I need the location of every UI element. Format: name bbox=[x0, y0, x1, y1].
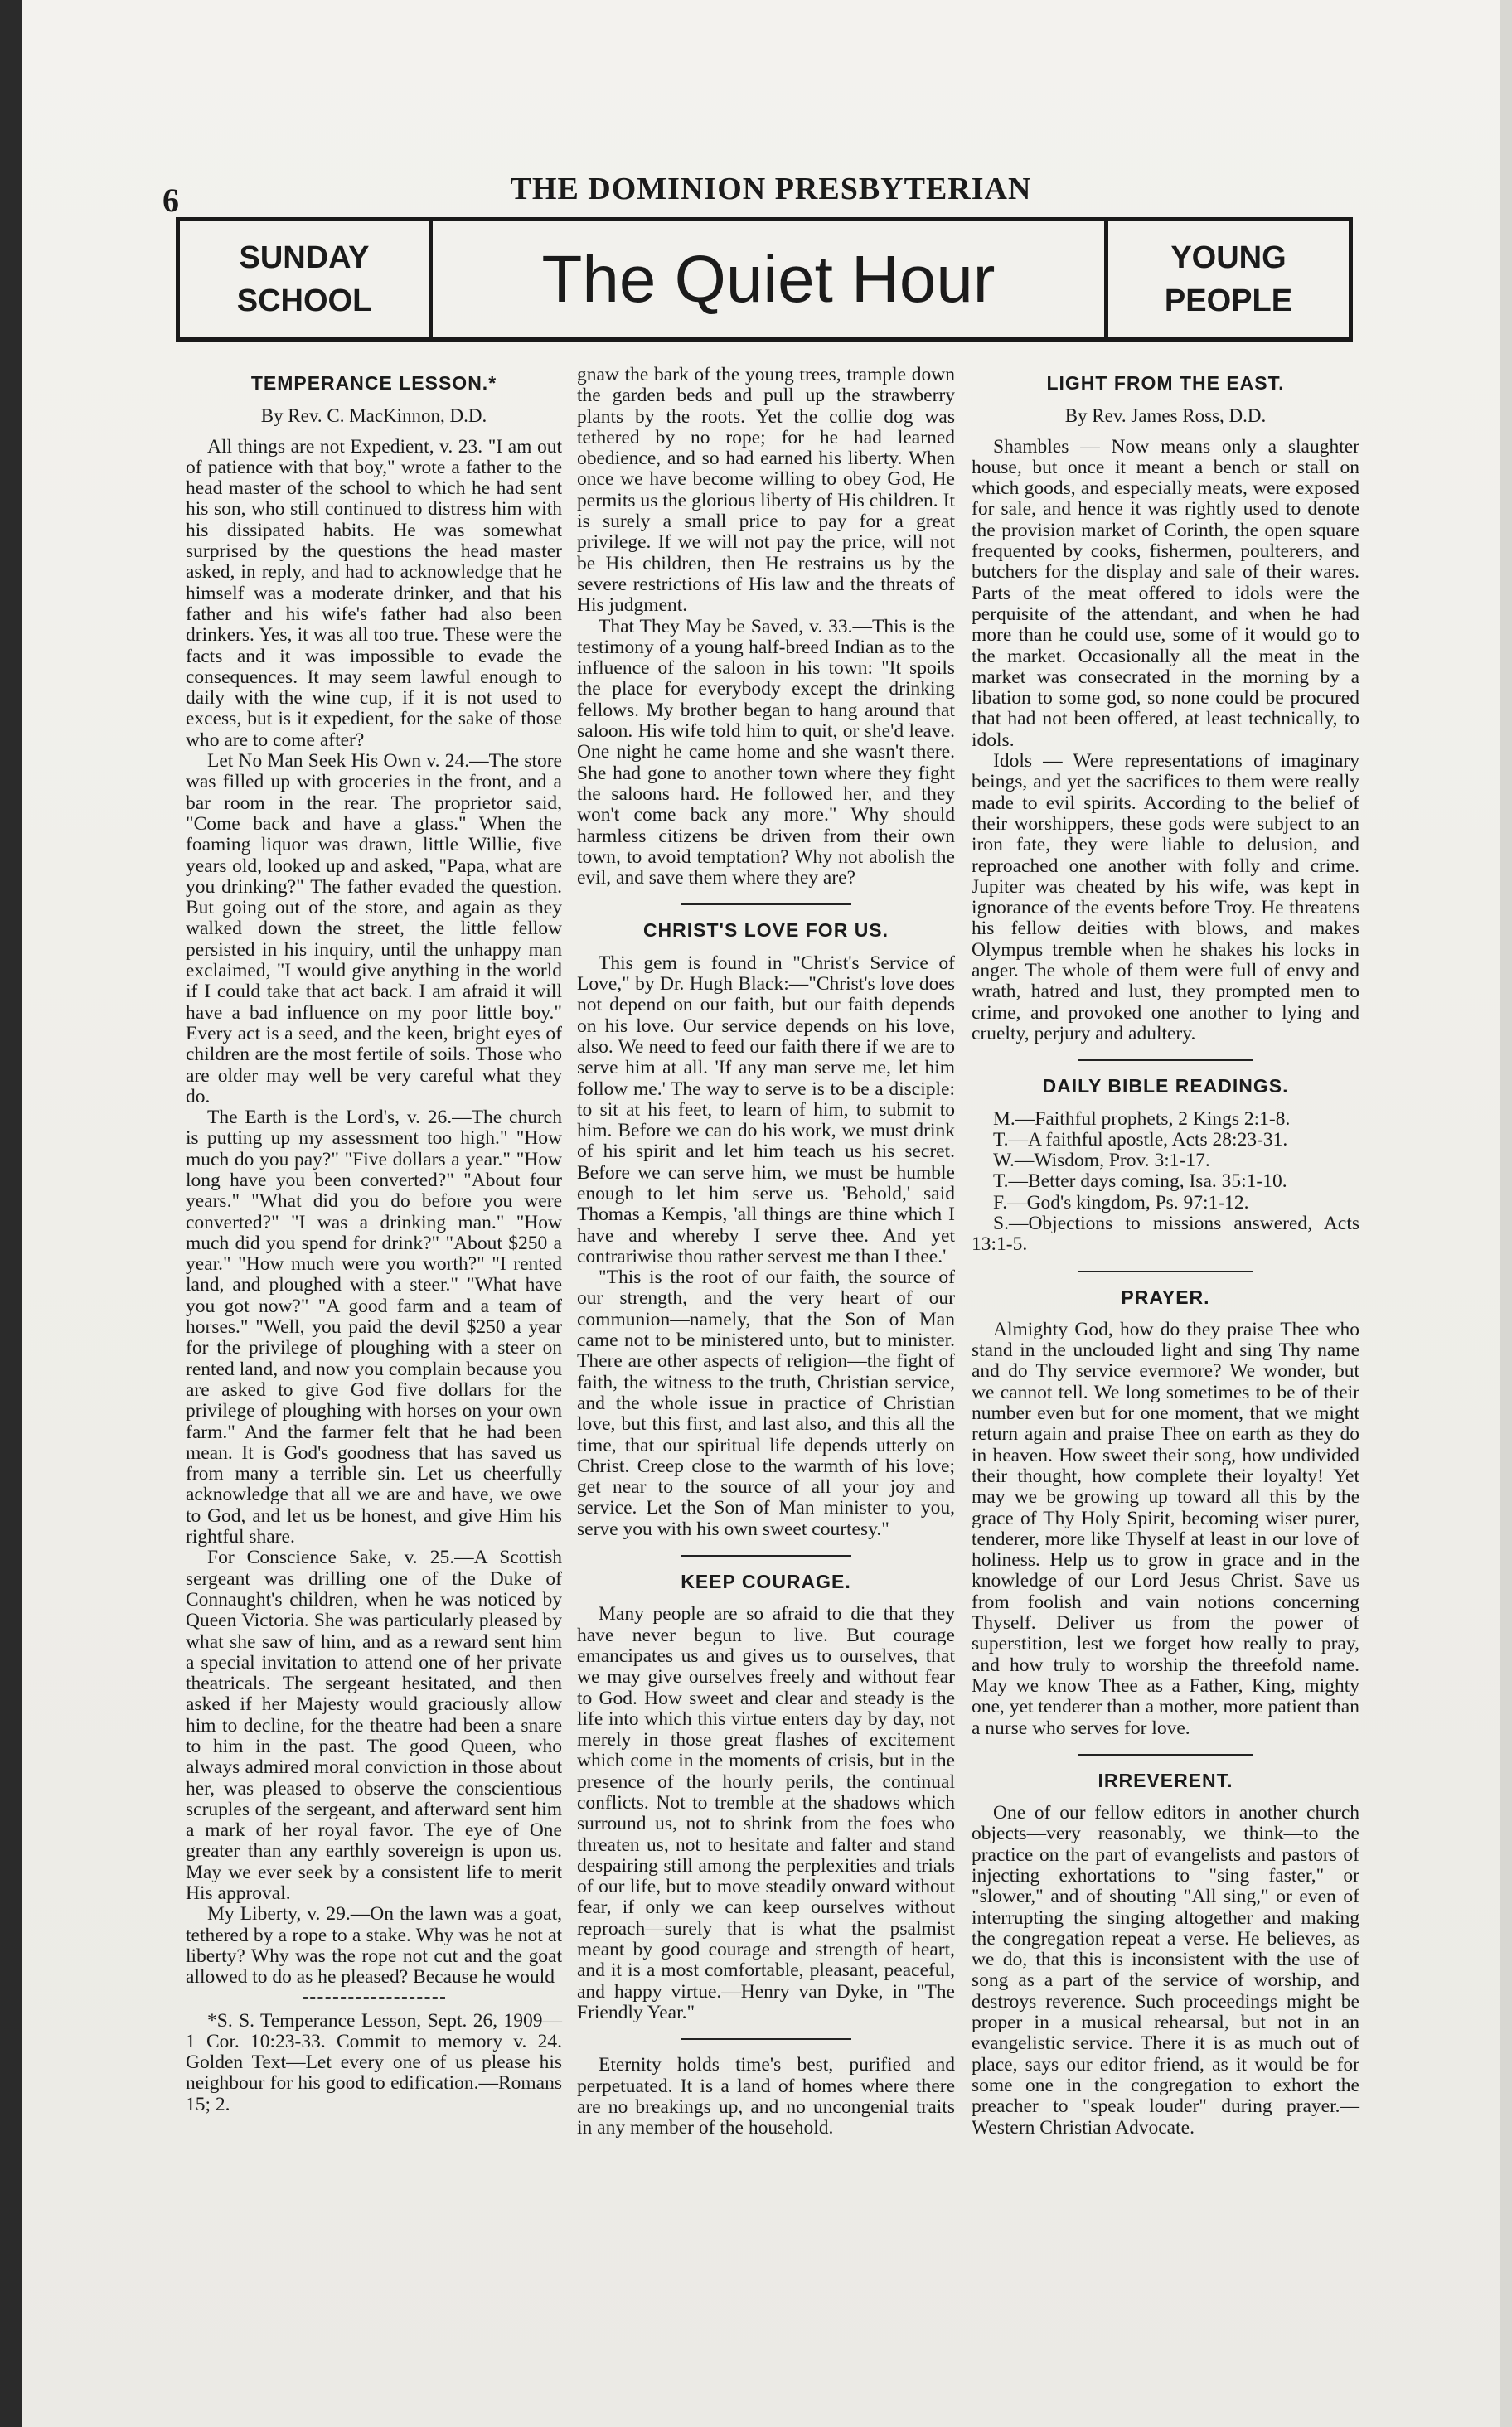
readings-list bbox=[972, 1109, 1359, 1256]
scan-edge-right bbox=[1500, 0, 1512, 2427]
reading-item: T.—Better days coming, Isa. 35:1-10. bbox=[993, 1170, 1287, 1193]
article-heading-christs-love: CHRIST'S LOVE FOR US. bbox=[642, 919, 889, 942]
column-3 bbox=[972, 365, 1359, 2139]
paragraph: gnaw the bark of the young trees, trample down the garden beds and pull up the strawberry plants by the roots. Yet the collie dog was tethered by no rope; for he had learned obedience, and so had earned his liberty. When once we have become willing to obey God, He permits us the glorious liberty of His children. It is surely a small price to pay for a great privilege. If we will not pay the price, will not be His children, then He restrains us by the severe restrictions of His law and the threats of His judgment. bbox=[577, 364, 955, 617]
section-divider bbox=[1078, 1754, 1253, 1756]
reading-item: W.—Wisdom, Prov. 3:1-17. bbox=[993, 1150, 1210, 1172]
paragraph: Many people are so afraid to die that they have never begun to live. But courage emancipates us and gives us to ourselves, that we may give ourselves freely and without fear to God. How sweet and clear and steady is the life into which this virtue enters day by day, not merely in those great flashes of excitement which come in the moments of crisis, but in the presence of the hourly perils, the continual conflicts. Not to tremble at the shadows which surround us, not to shrink from the foes who threaten us, not to hesitate and falter and stand despairing still among the perplexities and trials of our life, but to move steadily onward without fear, if only we can keep ourselves without reproach—surely that is what the psalmist meant by good courage and strength of heart, and it is a most comfortable, pleasant, peaceful, and happy virtue.—Henry van Dyke, in "The Friendly Year." bbox=[577, 1603, 955, 2023]
paragraph: Eternity holds time's best, purified and perpetuated. It is a land of homes where there are no breakings up, and no uncongenial traits in any member of the household. bbox=[577, 2054, 955, 2139]
section-divider bbox=[1078, 1271, 1253, 1272]
masthead-title: The Quiet Hour bbox=[541, 242, 996, 316]
reading-item: T.—A faithful apostle, Acts 28:23-31. bbox=[993, 1128, 1288, 1151]
paragraph: "This is the root of our faith, the source of our strength, and the very heart of our communion—namely, that the Son of Man came not to be ministered unto, but to minister. There are other aspects of religion—the fight of faith, the witness to the truth, Christian service, and the whole issue in practice of Christian love, but this first, and last also, and this all the time, that our spiritual life depends utterly on Christ. Creep close to the warmth of his love; get near to the source of all your joy and service. Let the Son of Man minister to you, serve you with his own sweet courtesy." bbox=[577, 1267, 955, 1540]
paragraph: Let No Man Seek His Own v. 24.—The store was filled up with groceries in the front, and a bar room in the rear. The proprietor said, "Come back and have a glass." When the foaming liquor was drawn, little Willie, five years old, looked up and asked, "Papa, what are you drinking?" The father evaded the question. But going out of the store, and again as they walked down the street, the little fellow persisted in his inquiry, until the unhappy man exclaimed, "I would give anything in the world if I could take that act back. I am afraid it will have a bad influence on my poor little boy." Every act is a seed, and the keen, bright eyes of children are the most fertile of soils. Those who are older may well be very careful what they do. bbox=[186, 750, 562, 1107]
footnote: *S. S. Temperance Lesson, Sept. 26, 1909—1 Cor. 10:23-33. Commit to memory v. 24. Golden Text—Let every one of us please his neighbour for his good to edification.—Romans 15; 2. bbox=[186, 2009, 562, 2115]
masthead-left-line2: SCHOOL bbox=[236, 283, 372, 318]
paragraph: All things are not Expedient, v. 23. "I am out of patience with that boy," wrote a father to the head master of the school to which he had sent his son, who still continued to distress him with his dissipated habits. He was somewhat surprised by the questions the head master asked, in reply, and had to acknowledge that he himself was a moderate drinker, and that his father and his wife's father had also been drinkers. Yes, it was all too true. These were the facts and it was impossible to evade the consequences. It may seem lawful enough to daily with the wine cup, if it is not used to excess, but is it expedient, for the sake of those who are to come after? bbox=[186, 435, 562, 751]
paragraph: One of our fellow editors in another church objects—very reasonably, we think—to the practice on the part of evangelists and pastors of injecting exhortations to "sing faster," or "slower," and of shouting "All sing," or even of interrupting the singing altogether and making the congregation repeat a verse. He believes, as we do, that this is inconsistent with the use of song as a part of the service of worship, and destroys reverence. Such proceedings might be proper in a musical rehearsal, but not in an evangelistic service. There it is as much out of place, says our editor friend, as it would be for some one in the congregation to exhort the preacher to "speak louder" during prayer.—Western Christian Advocate. bbox=[972, 1802, 1359, 2139]
footnote-divider bbox=[303, 1997, 446, 1999]
article-heading-temperance: TEMPERANCE LESSON.* bbox=[250, 372, 497, 394]
article-heading-daily-readings: DAILY BIBLE READINGS. bbox=[1042, 1075, 1289, 1097]
paragraph: Idols — Were representations of imaginary beings, and yet the sacrifices to them were really made to evil spirits. According to the belief of their worshippers, these gods were subject to an iron fate, they were liable to delusion, and reproached one another with folly and crime. Jupiter was cheated by his wife, was kept in ignorance of the events before Troy. He threatens his fellow deities with blows, and makes Olympus tremble when he shakes his locks in anger. The whole of them were full of envy and wrath, hatred and lust, they prompted men to crime, and provoked one another to lying and cruelty, perjury and adultery. bbox=[972, 750, 1359, 1044]
page-number: 6 bbox=[162, 182, 179, 219]
byline-mackinnon: By Rev. C. MacKinnon, D.D. bbox=[260, 405, 487, 427]
reading-item: M.—Faithful prophets, 2 Kings 2:1-8. bbox=[993, 1107, 1291, 1130]
reading-item: S.—Objections to missions answered, Acts 13:1-5. bbox=[972, 1212, 1359, 1256]
paragraph: My Liberty, v. 29.—On the lawn was a goat, tethered by a rope to a stake. Why was he not at liberty? Why was the rope not cut and the goat allowed to do as he pleased? Because he would bbox=[186, 1903, 562, 1989]
running-head: THE DOMINION PRESBYTERIAN bbox=[510, 172, 1032, 206]
paragraph: Almighty God, how do they praise Thee who stand in the unclouded light and sing Thy name and do Thy service evermore? We wonder, but we cannot tell. We long sometimes to be of their number even but for one moment, that we might return again and praise Thee on earth as they do in heaven. How sweet their song, how undivided their thought, how complete their loyalty! Yet may we be growing up toward all this by the grace of Thy Holy Spirit, becoming wiser purer, tenderer, more like Thyself at least in our love of holiness. Help us to grow in grace and in the knowledge of our Lord Jesus Christ. Save us from foolish and vain notions concerning Thyself. Deliver us from the power of superstition, lest we forget how really to pray, and how truly to worship the threefold name. May we know Thee as a Father, King, mighty one, yet tenderer than a mother, more patient than a nurse who serves for love. bbox=[972, 1318, 1359, 1739]
paragraph: For Conscience Sake, v. 25.—A Scottish sergeant was drilling one of the Duke of Connaught's children, when he was noticed by Queen Victoria. She was particularly pleased by what she saw of him, and as a reward sent him a special invitation to attend one of her private theatricals. The sergeant hesitated, and then asked if her Majesty would graciously allow him to decline, for the theatre had been a snare to him in the past. The good Queen, who always admired moral conviction in those about her, was pleased to observe the conscientious scruples of the sergeant, and afterward sent him a mark of her royal favor. The eye of One greater than any earthly sovereign is upon us. May we ever seek by a consistent life to merit His approval. bbox=[186, 1547, 562, 1905]
article-heading-light-from-east: LIGHT FROM THE EAST. bbox=[1046, 372, 1285, 394]
paragraph: This gem is found in "Christ's Service of Love," by Dr. Hugh Black:—"Christ's love does not depend on our faith, but our faith depends on his love. Our service depends on his love, also. We need to feed our faith there if we are to serve him at all. 'If any man serve me, let him follow me.' The way to serve is to be a disciple: to sit at his feet, to learn of him, to submit to him. Before we can do his work, we must drink of his spirit and let him teach us his secret. Before we can serve him, we must be humble enough to let him serve us. 'Behold,' said Thomas a Kempis, 'all things are thine which I have and whereby I serve thee. And yet contrariwise thou rather servest me than I thee.' bbox=[577, 952, 955, 1267]
masthead-left-line1: SUNDAY bbox=[239, 240, 370, 275]
paragraph: That They May be Saved, v. 33.—This is the testimony of a young half-breed Indian as to the influence of the saloon in his town: "It spoils the place for everybody except the drinking fellows. My brother began to hang around that saloon. His wife told him to quit, or she'd leave. One night he came home and she wasn't there. She had gone to another town where they fight the saloons hard. He followed her, and they won't come back any more." Why should harmless citizens be driven from their own town, to avoid temptation? Why not abolish the evil, and save them where they are? bbox=[577, 615, 955, 889]
column-1 bbox=[186, 365, 562, 2115]
section-divider bbox=[681, 903, 850, 905]
reading-item: F.—God's kingdom, Ps. 97:1-12. bbox=[993, 1191, 1249, 1214]
masthead-left-box bbox=[180, 221, 433, 337]
paragraph: Shambles — Now means only a slaughter house, but once it meant a bench or stall on which goods, and especially meats, were exposed for sale, and hence it was rightly used to denote the provision market of Corinth, the open square frequented by cooks, fishermen, poulterers, and butchers for the display and sale of their wares. Parts of the meat offered to idols were the perquisite of the attendant, and when he had more than he could use, some of it would go to the market. Occasionally all the meat in the market was consecrated in the morning by a libation to some god, so none could be procured that had not been offered, at least technically, to idols. bbox=[972, 435, 1359, 751]
column-2 bbox=[577, 365, 955, 2139]
section-divider bbox=[681, 1555, 850, 1557]
masthead-right-line1: YOUNG bbox=[1170, 240, 1287, 275]
byline-ross: By Rev. James Ross, D.D. bbox=[1064, 405, 1267, 427]
masthead-right-line2: PEOPLE bbox=[1164, 283, 1293, 318]
article-heading-keep-courage: KEEP COURAGE. bbox=[681, 1571, 851, 1593]
scan-edge-left bbox=[0, 0, 22, 2427]
section-masthead bbox=[176, 217, 1353, 342]
section-divider bbox=[1078, 1059, 1253, 1061]
article-heading-irreverent: IRREVERENT. bbox=[1098, 1769, 1233, 1791]
masthead-right-box bbox=[1104, 221, 1349, 337]
paragraph: The Earth is the Lord's, v. 26.—The church is putting up my assessment too high." "How much do you pay?" "Five dollars a year." "How long have you been converted?" "About four years." "What did you do before you were converted?" "I was a drinking man." "How much did you spend for drink?" "About $250 a year." "How much were you worth?" "I rented land, and ploughed with a steer." "What have you got now?" "A good farm and a team of horses." "Well, you paid the devil $250 a year for the privilege of ploughing with a steer on rented land, and now you complain because you are asked to give God five dollars for the privilege of ploughing with horses on your own farm." And the farmer felt that he had been mean. It is God's goodness that has saved us from many a terrible sin. Let us cheerfully acknowledge that all we are and have, we owe to God, and let us be honest, and give Him his rightful share. bbox=[186, 1107, 562, 1548]
article-heading-prayer: PRAYER. bbox=[1121, 1286, 1210, 1308]
section-divider bbox=[681, 2038, 850, 2040]
